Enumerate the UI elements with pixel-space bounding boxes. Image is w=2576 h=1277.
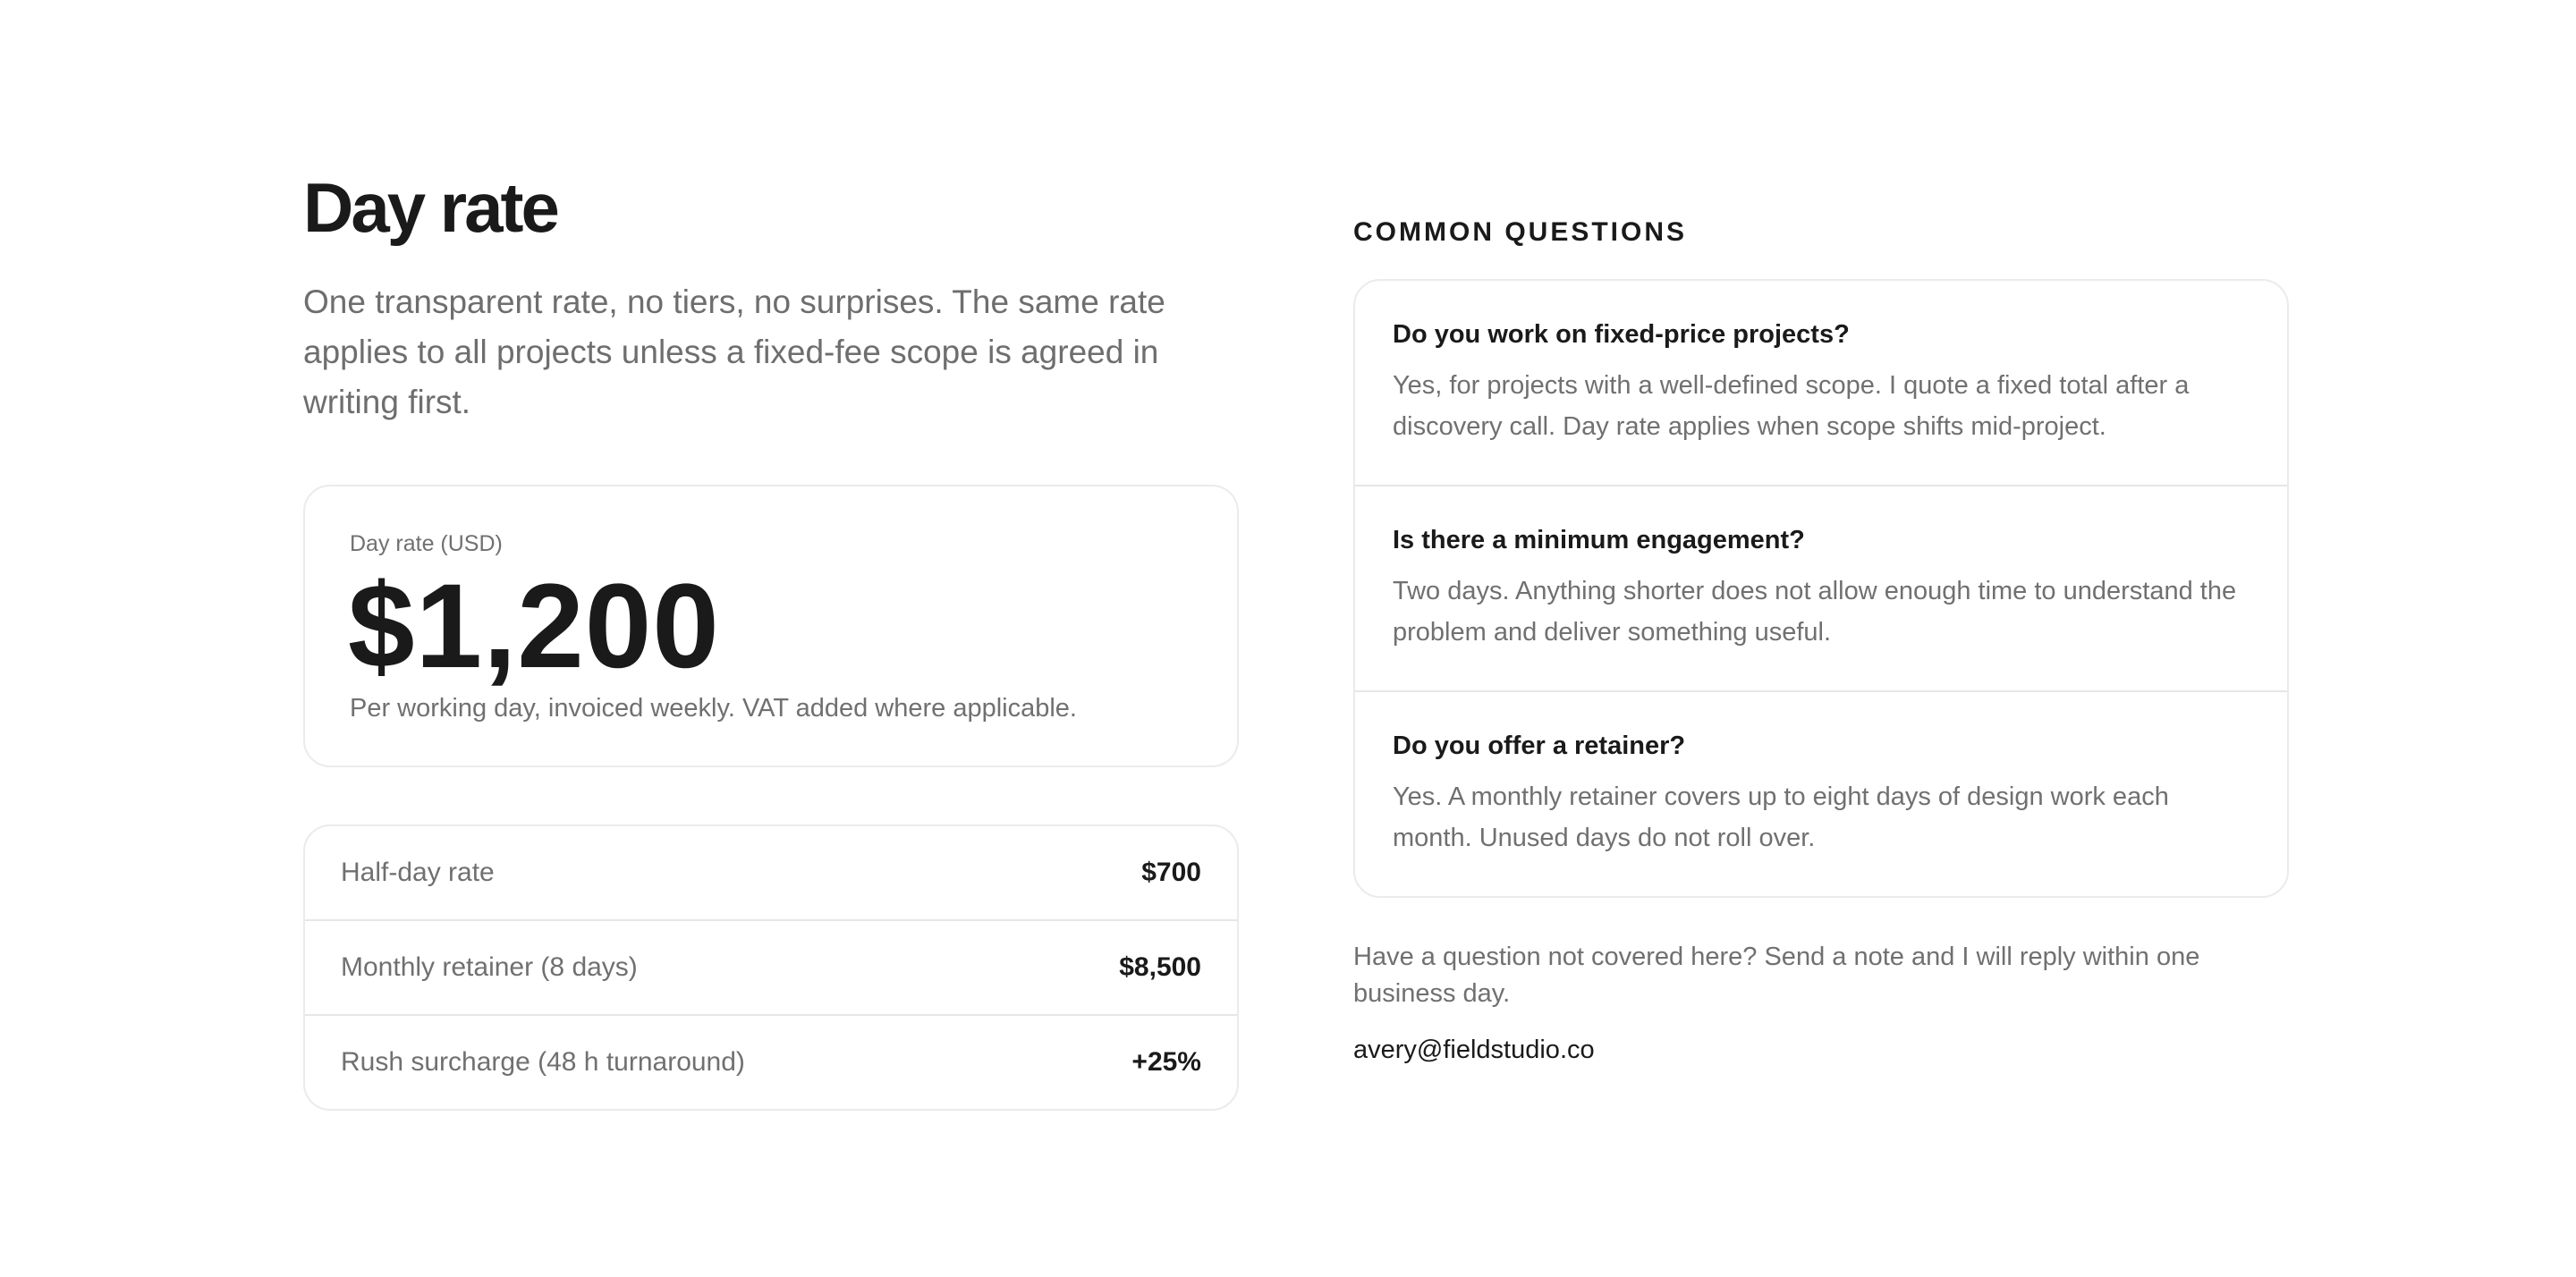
day-rate-card	[303, 485, 1239, 767]
faq-item-retainer	[1355, 690, 2287, 896]
faq-question: Do you work on fixed-price projects?	[1393, 320, 1850, 349]
rates-row-label: Half-day rate	[341, 858, 495, 887]
contact-email-link[interactable]: avery@fieldstudio.co	[1353, 1036, 1595, 1064]
pricing-section	[303, 161, 1241, 1077]
faq-item-minimum-engagement	[1355, 485, 2287, 690]
faq-section	[1353, 215, 2292, 1064]
intro-text: One transparent rate, no tiers, no surprises. The same rate applies to all projects unless a fixed-fee scope is agreed in writing first.	[303, 283, 1165, 420]
rates-row-value: $8,500	[1119, 952, 1201, 982]
rates-row-half-day	[305, 826, 1237, 919]
rates-table	[303, 825, 1239, 1111]
faq-list	[1353, 279, 2289, 898]
faq-question: Is there a minimum engagement?	[1393, 526, 1805, 554]
day-rate-value: $1,200	[348, 560, 720, 693]
rates-row-monthly-retainer	[305, 919, 1237, 1014]
rates-row-label: Rush surcharge (48 h turnaround)	[341, 1047, 745, 1077]
faq-answer: Yes, for projects with a well-defined scope. I quote a fixed total after a discovery call. Day rate applies when scope shifts mid-project.	[1393, 371, 2190, 441]
faq-answer: Two days. Anything shorter does not allow enough time to understand the problem and deliver something useful.	[1393, 577, 2237, 647]
contact-note: Have a question not covered here? Send a note and I will reply within one business day.	[1353, 943, 2200, 1008]
day-rate-label: Day rate (USD)	[350, 531, 503, 556]
faq-heading: COMMON QUESTIONS	[1353, 217, 1688, 247]
faq-item-fixed-price	[1355, 281, 2287, 485]
faq-question: Do you offer a retainer?	[1393, 732, 1686, 760]
rates-row-rush-surcharge	[305, 1014, 1237, 1109]
rates-row-label: Monthly retainer (8 days)	[341, 952, 638, 982]
faq-answer: Yes. A monthly retainer covers up to eight days of design work each month. Unused days do not roll over.	[1393, 782, 2169, 852]
page-title: Day rate	[303, 168, 557, 247]
rates-row-value: $700	[1141, 858, 1201, 887]
rates-row-value: +25%	[1131, 1047, 1201, 1077]
day-rate-note: Per working day, invoiced weekly. VAT added where applicable.	[350, 694, 1077, 723]
